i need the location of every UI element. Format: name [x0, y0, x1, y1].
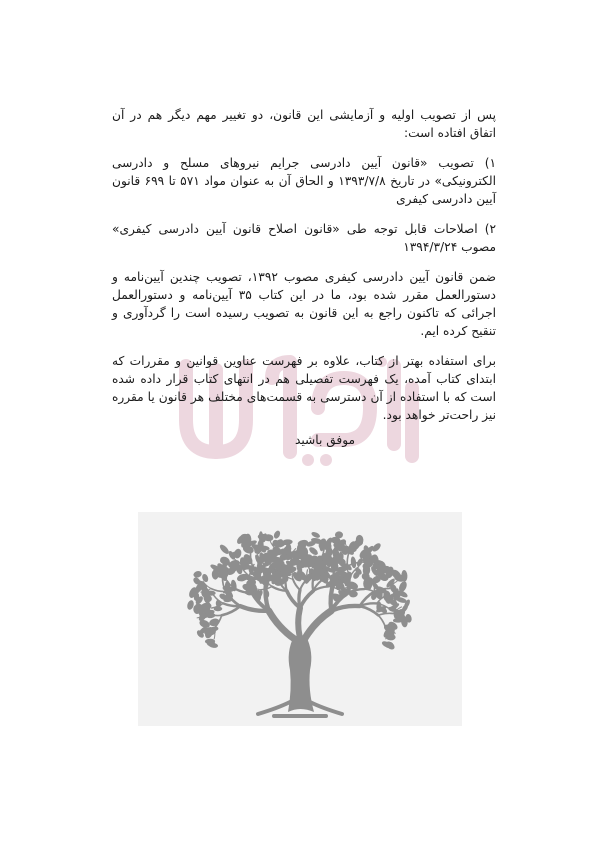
amendment-item-2: ۲) اصلاحات قابل توجه طی «قانون اصلاح قانون آیین دادرسی کیفری» مصوب ۱۳۹۴/۳/۲۴	[112, 222, 496, 254]
tree-leaf	[218, 543, 230, 555]
tree-illustration	[138, 512, 462, 726]
regulations-paragraph: ضمن قانون آیین دادرسی کیفری مصوب ۱۳۹۲، تصویب چندین آیین‌نامه و دستورالعمل مقرر شده بود، ما در این کتاب ۳۵ آیین‌نامه و دستورالعمل اجرائی که تاکنون راجع به این قانون به تصویب رسیده است را گردآوری و تنقیح کرده ایم.	[112, 270, 496, 338]
tree-leaf	[193, 570, 203, 579]
tree-leaf	[208, 617, 220, 627]
preface-body	[112, 106, 496, 436]
tree-leaf	[273, 530, 282, 540]
tree-of-life-icon	[138, 512, 462, 726]
index-paragraph: برای استفاده بهتر از کتاب، علاوه بر فهرست عناوین قوانین و مقررات که ابتدای کتاب آمده، یک فهرست تفصیلی هم در انتهای کتاب قرار داده شده است که با استفاده از آن دسترسی به قسمت‌های مختلف هر قانون یا مقرره نیز راحت‌تر خواهد بود.	[112, 354, 496, 422]
amendment-item-1: ۱) تصویب «قانون آیین دادرسی جرایم نیروهای مسلح و دادرسی الکترونیکی» در تاریخ ۱۳۹۳/۷/۸ و الحاق آن به عنوان مواد ۵۷۱ تا ۶۹۹ قانون آیین دادرسی کیفری	[112, 156, 497, 206]
tree-leaf	[350, 556, 357, 568]
signoff-text: موفق باشید	[294, 433, 356, 447]
tree-leaf	[311, 531, 321, 539]
intro-paragraph: پس از تصویب اولیه و آزمایشی این قانون، دو تغییر مهم دیگر هم در آن اتفاق افتاده است:	[112, 108, 496, 140]
